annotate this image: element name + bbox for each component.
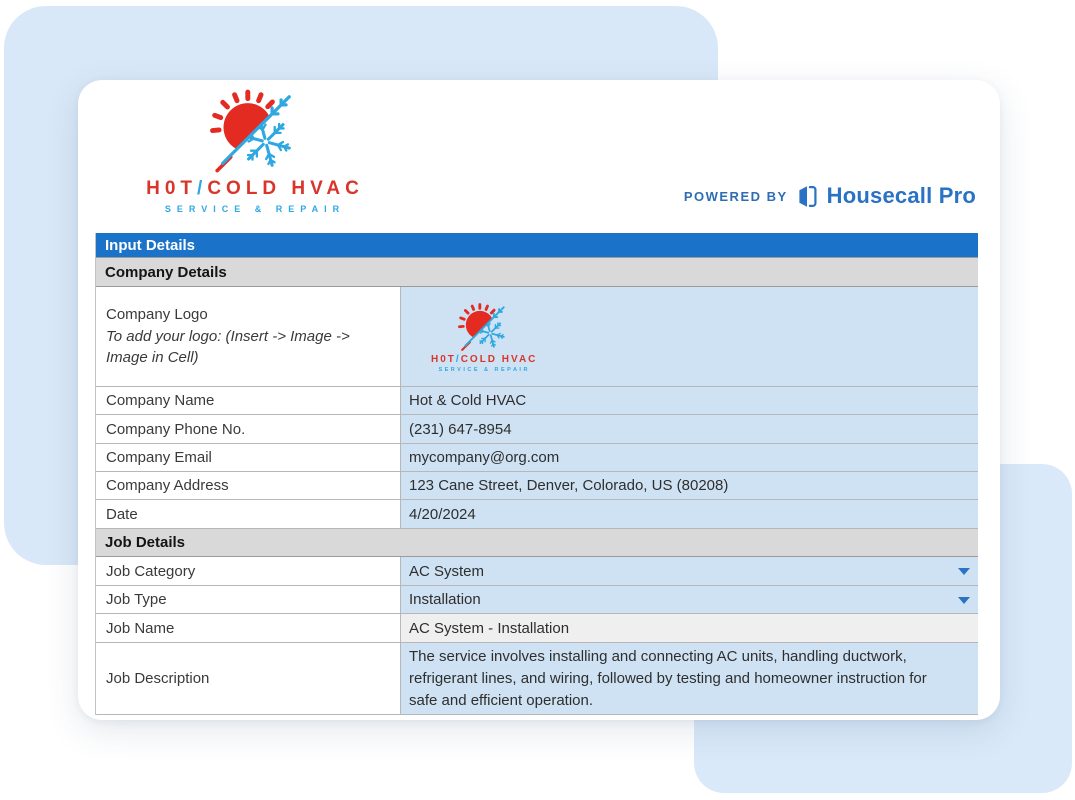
dropdown-arrow-icon[interactable] (958, 597, 970, 604)
company-name-label: Company Name (96, 387, 401, 414)
company-email-label: Company Email (96, 444, 401, 471)
row-date (96, 500, 978, 529)
job-type-label: Job Type (96, 586, 401, 613)
job-name-label: Job Name (96, 614, 401, 642)
row-job-description (96, 643, 978, 715)
job-details-section-header: Job Details (96, 529, 978, 557)
company-address-value[interactable]: 123 Cane Street, Denver, Colorado, US (80208) (401, 472, 978, 499)
company-details-section-header: Company Details (96, 258, 978, 287)
job-category-label: Job Category (96, 557, 401, 585)
job-category-value: AC System (409, 562, 485, 580)
job-type-select[interactable] (401, 586, 978, 613)
row-job-name (96, 614, 978, 643)
company-phone-value[interactable]: (231) 647-8954 (401, 415, 978, 443)
brand-name: H0T/COLD HVAC (431, 353, 538, 365)
job-category-select[interactable] (401, 557, 978, 585)
template-card (78, 80, 1000, 720)
powered-by-badge (684, 183, 976, 209)
company-phone-label: Company Phone No. (96, 415, 401, 443)
company-address-label: Company Address (96, 472, 401, 499)
job-description-label: Job Description (96, 643, 401, 714)
company-logo-value-cell[interactable] (401, 287, 978, 386)
date-value[interactable]: 4/20/2024 (401, 500, 978, 528)
company-logo (110, 86, 400, 214)
housecall-pro-wordmark: Housecall Pro (826, 183, 976, 208)
hvac-sun-snowflake-icon (457, 301, 511, 353)
date-label: Date (96, 500, 401, 528)
input-details-sheet (95, 233, 978, 715)
card-header (78, 80, 1000, 233)
row-company-email (96, 444, 978, 472)
dropdown-arrow-icon[interactable] (958, 568, 970, 575)
brand-tagline: SERVICE & REPAIR (438, 366, 530, 373)
job-description-value[interactable] (401, 643, 978, 714)
row-company-phone (96, 415, 978, 444)
company-logo-label-cell (96, 287, 401, 386)
company-email-value[interactable]: mycompany@org.com (401, 444, 978, 471)
powered-by-label: POWERED BY (683, 188, 788, 204)
housecall-pro-door-icon (797, 184, 818, 209)
brand-name: H0T/COLD HVAC (146, 178, 364, 199)
sheet-title-bar: Input Details (96, 233, 978, 258)
company-name-value[interactable]: Hot & Cold HVAC (401, 387, 978, 414)
brand-tagline: SERVICE & REPAIR (164, 204, 346, 214)
row-company-name (96, 387, 978, 415)
row-job-category (96, 557, 978, 586)
hvac-sun-snowflake-icon (209, 86, 301, 176)
row-company-logo (96, 287, 978, 387)
job-description-text: The service involves installing and connecting AC units, handling ductwork, refrigerant lines, and wiring, followed by testing and homeowner instruction for safe and efficient operation. (409, 648, 927, 710)
company-logo-label: Company Logo (106, 305, 208, 323)
company-logo-image (409, 301, 537, 373)
company-logo-hint: To add your logo: (Insert -> Image -> Image in Cell) (106, 327, 350, 367)
row-job-type (96, 586, 978, 614)
job-name-value[interactable]: AC System - Installation (401, 614, 978, 642)
row-company-address (96, 472, 978, 500)
job-type-value: Installation (409, 591, 481, 608)
